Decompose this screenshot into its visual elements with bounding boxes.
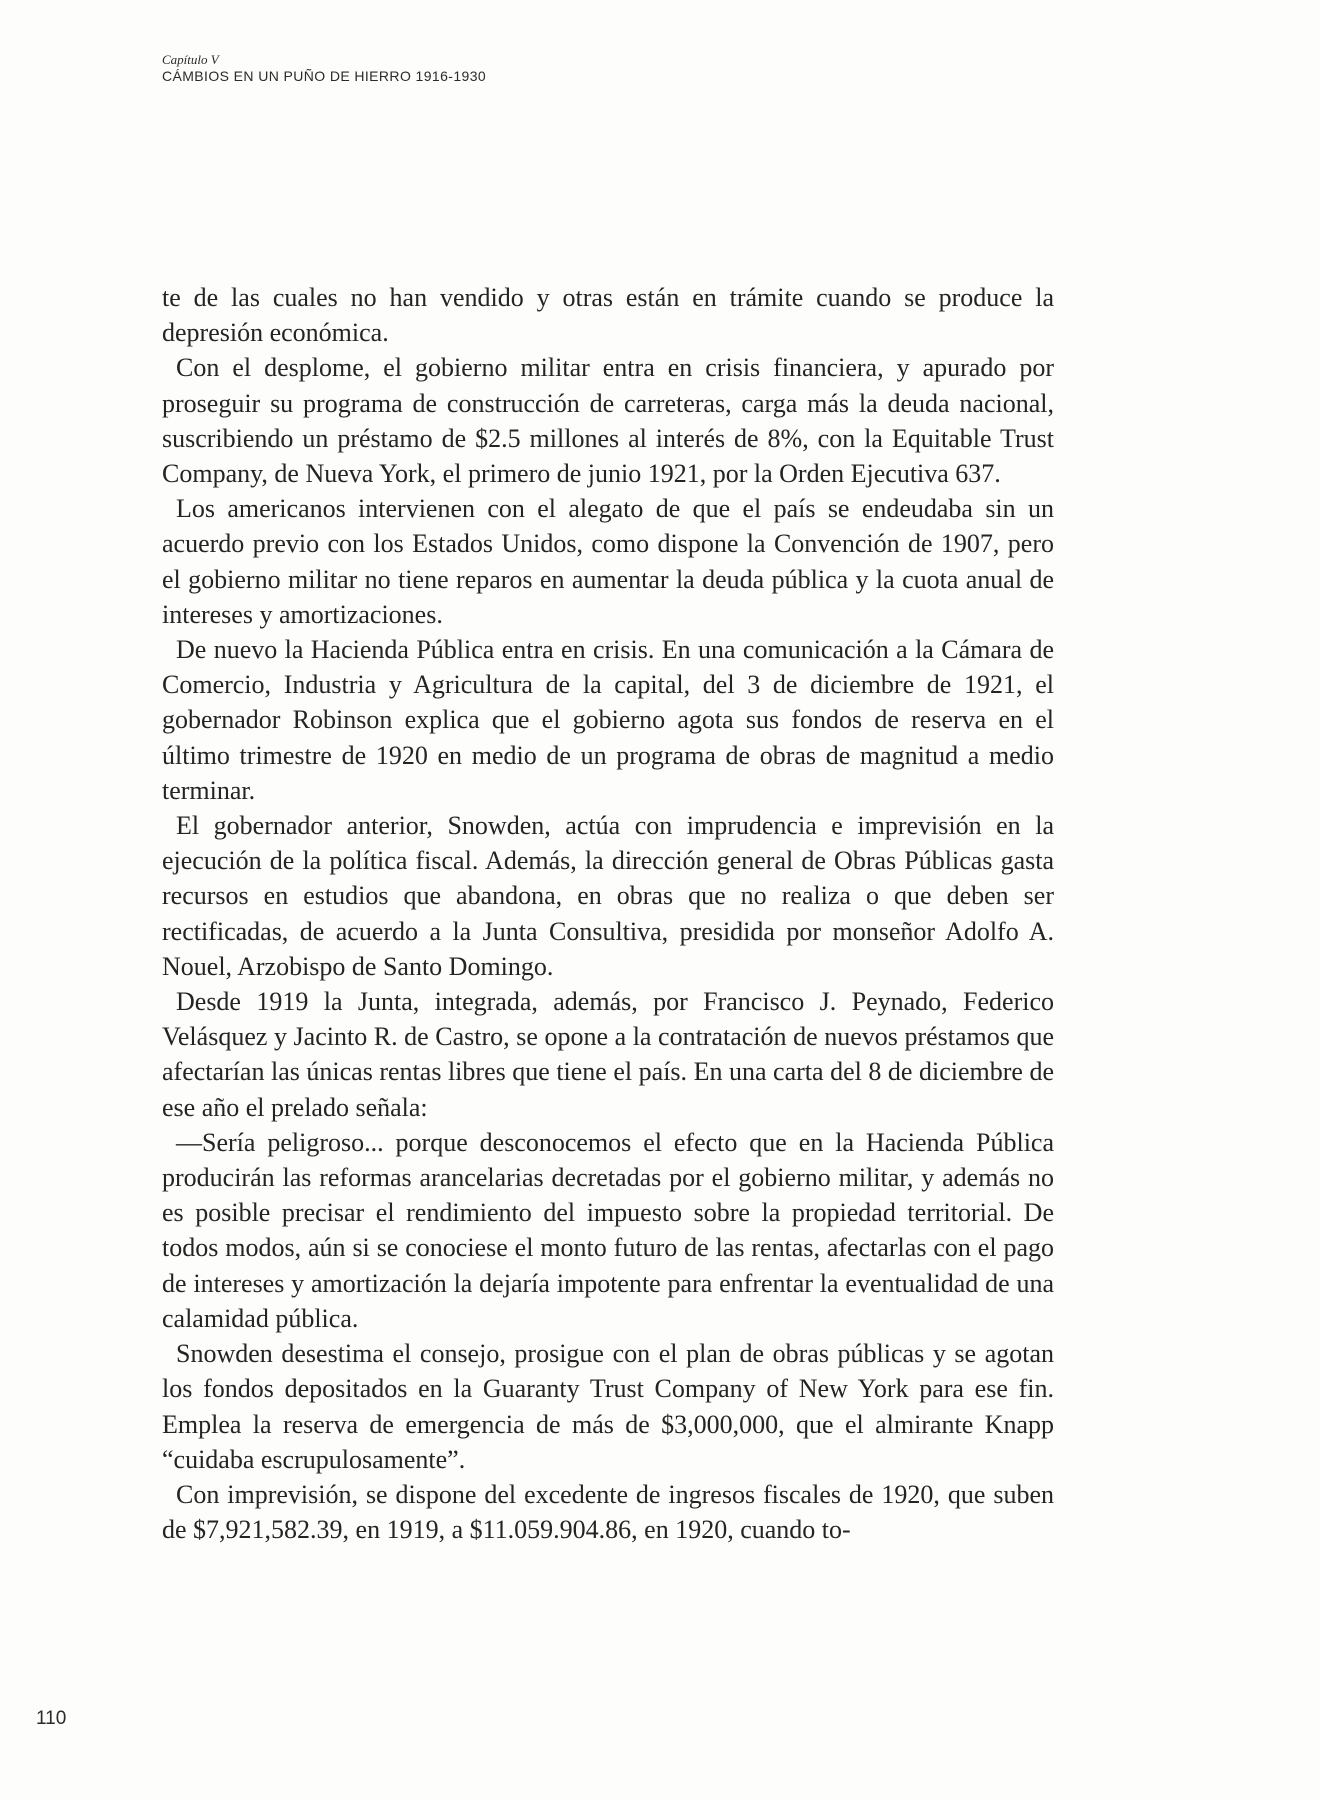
paragraph: Desde 1919 la Junta, integrada, además, por Francisco J. Peynado, Federico Velásquez y Jacinto R. de Castro, se opone a la contratación de nuevos préstamos que afectarían las únicas rentas libres que tiene el país. En una carta del 8 de diciembre de ese año el prelado señala: (162, 987, 1054, 1122)
running-head (162, 52, 486, 84)
body-text (162, 280, 1054, 1547)
quotation-paragraph: —Sería peligroso... porque desconocemos el efecto que en la Hacienda Pública producirán las reformas arancelarias decretadas por el gobierno militar, y además no es posible precisar el rendimiento del impuesto sobre la propiedad territorial. De todos modos, aún si se conociese el monto futuro de las rentas, afectarlas con el pago de intereses y amortización la dejaría impotente para enfrentar la eventualidad de una calamidad pública. (162, 1127, 1054, 1333)
paragraph: Con imprevisión, se dispone del excedente de ingresos fiscales de 1920, que suben de $7,921,582.39, en 1919, a $11.059.904.86, en 1920, cuando to- (162, 1479, 1054, 1545)
paragraph: Los americanos intervienen con el alegato de que el país se endeudaba sin un acuerdo previo con los Estados Unidos, como dispone la Convención de 1907, pero el gobierno militar no tiene reparos en aumentar la deuda pública y la cuota anual de intereses y amortizaciones. (162, 494, 1054, 629)
page-number: 110 (36, 1708, 67, 1729)
paragraph: De nuevo la Hacienda Pública entra en crisis. En una comunicación a la Cámara de Comercio, Industria y Agricultura de la capital, del 3 de diciembre de 1921, el gobernador Robinson explica que el gobierno agota sus fondos de reserva en el último trimestre de 1920 en medio de un programa de obras de magnitud a medio terminar. (162, 635, 1054, 805)
paragraph: El gobernador anterior, Snowden, actúa con imprudencia e imprevisión en la ejecución de la política fiscal. Además, la dirección general de Obras Públicas gasta recursos en estudios que abandona, en obras que no realiza o que deben ser rectificadas, de acuerdo a la Junta Consultiva, presidida por monseñor Adolfo A. Nouel, Arzobispo de Santo Domingo. (162, 811, 1054, 981)
chapter-title: CÁMBIOS EN UN PUÑO DE HIERRO 1916-1930 (162, 68, 487, 84)
paragraph-continuation: te de las cuales no han vendido y otras están en trámite cuando se produce la depresión económica. (162, 283, 1054, 348)
paragraph: Con el desplome, el gobierno militar entra en crisis financiera, y apurado por proseguir su programa de construcción de carreteras, carga más la deuda nacional, suscribiendo un préstamo de $2.5 millones al interés de 8%, con la Equitable Trust Company, de Nueva York, el primero de junio 1921, por la Orden Ejecutiva 637. (162, 353, 1054, 489)
paragraph: Snowden desestima el consejo, prosigue con el plan de obras públicas y se agotan los fondos depositados en la Guaranty Trust Company of New York para ese fin. Emplea la reserva de emergencia de más de $3,000,000, que el almirante Knapp “cuidaba escrupulosamente”. (162, 1339, 1054, 1474)
chapter-label: Capítulo V (162, 52, 219, 67)
